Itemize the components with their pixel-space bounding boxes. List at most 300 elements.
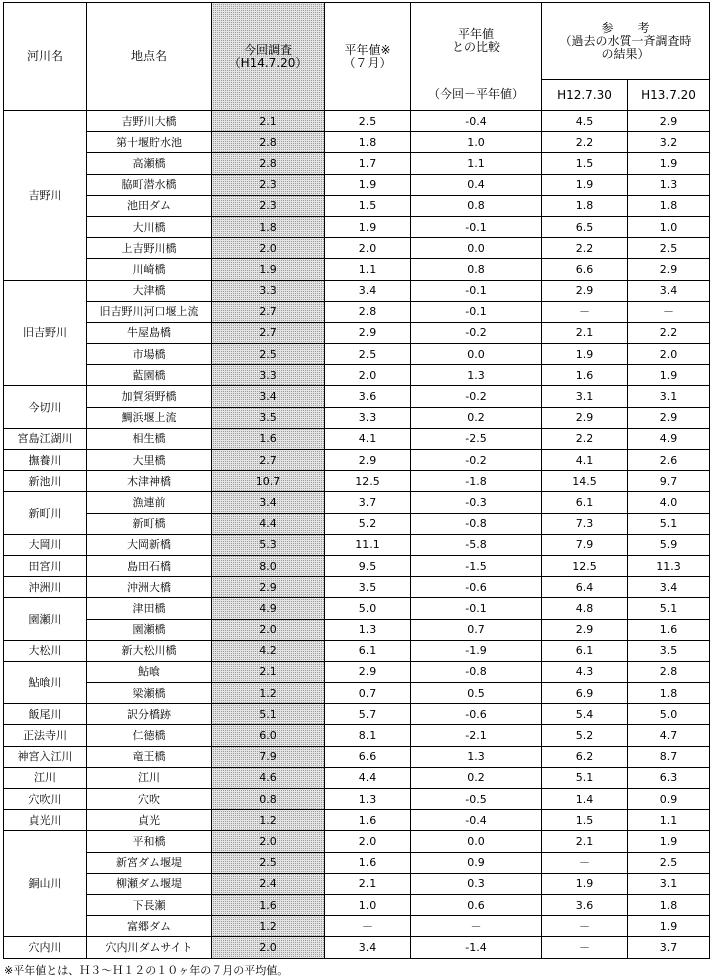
normal-cell: 11.1 bbox=[325, 534, 411, 555]
current-cell: 2.3 bbox=[212, 195, 325, 216]
river-name-cell: 園瀬川 bbox=[4, 598, 87, 640]
site-cell: 江川 bbox=[87, 767, 212, 788]
h12-cell: 6.5 bbox=[542, 216, 628, 237]
h12-cell: 12.5 bbox=[542, 555, 628, 576]
table-row bbox=[4, 619, 710, 640]
current-cell: 4.4 bbox=[212, 513, 325, 534]
site-cell: 木津神橋 bbox=[87, 471, 212, 492]
site-cell: 富郷ダム bbox=[87, 916, 212, 937]
diff-cell: -0.2 bbox=[411, 450, 542, 471]
river-name-cell: 新池川 bbox=[4, 471, 87, 492]
table-row bbox=[4, 810, 710, 831]
h13-cell: 1.9 bbox=[628, 365, 710, 386]
diff-cell: -0.1 bbox=[411, 280, 542, 301]
h13-cell: 2.2 bbox=[628, 322, 710, 343]
h13-cell: 3.4 bbox=[628, 577, 710, 598]
normal-cell: 9.5 bbox=[325, 555, 411, 576]
h13-cell: 5.9 bbox=[628, 534, 710, 555]
h13-cell: 2.9 bbox=[628, 407, 710, 428]
h13-cell: 1.6 bbox=[628, 619, 710, 640]
site-cell: 園瀬橋 bbox=[87, 619, 212, 640]
h12-cell: 2.9 bbox=[542, 280, 628, 301]
h12-cell: 2.9 bbox=[542, 407, 628, 428]
header-reference bbox=[542, 3, 710, 80]
h12-cell: － bbox=[542, 301, 628, 322]
table-row bbox=[4, 555, 710, 576]
site-cell: 鮎喰 bbox=[87, 661, 212, 682]
h12-cell: 2.9 bbox=[542, 619, 628, 640]
current-cell: 5.3 bbox=[212, 534, 325, 555]
normal-cell: 0.7 bbox=[325, 683, 411, 704]
current-cell: 2.8 bbox=[212, 132, 325, 153]
h12-cell: 1.8 bbox=[542, 195, 628, 216]
normal-cell: 4.4 bbox=[325, 767, 411, 788]
h13-cell: 11.3 bbox=[628, 555, 710, 576]
h12-cell: 5.1 bbox=[542, 767, 628, 788]
table-row bbox=[4, 640, 710, 661]
diff-cell: 0.7 bbox=[411, 619, 542, 640]
site-cell: 貞光 bbox=[87, 810, 212, 831]
normal-cell: 2.0 bbox=[325, 365, 411, 386]
h13-cell: 5.1 bbox=[628, 513, 710, 534]
header-current-line2: （H14.7.20） bbox=[228, 55, 308, 70]
current-cell: 2.7 bbox=[212, 322, 325, 343]
diff-cell: 0.9 bbox=[411, 852, 542, 873]
h12-cell: 7.3 bbox=[542, 513, 628, 534]
river-name-cell: 鮎喰川 bbox=[4, 661, 87, 703]
river-name-cell: 神宮入江川 bbox=[4, 746, 87, 767]
diff-cell: 0.4 bbox=[411, 174, 542, 195]
h13-cell: 0.9 bbox=[628, 789, 710, 810]
table-row bbox=[4, 132, 710, 153]
header-reference-line3: の結果） bbox=[601, 46, 650, 61]
normal-cell: 2.1 bbox=[325, 873, 411, 894]
table-row bbox=[4, 471, 710, 492]
h12-cell: 4.3 bbox=[542, 661, 628, 682]
h13-cell: 3.5 bbox=[628, 640, 710, 661]
h12-cell: 2.1 bbox=[542, 322, 628, 343]
h12-cell: 6.2 bbox=[542, 746, 628, 767]
h13-cell: 1.3 bbox=[628, 174, 710, 195]
normal-cell: 6.1 bbox=[325, 640, 411, 661]
normal-cell: 1.9 bbox=[325, 216, 411, 237]
table-row bbox=[4, 683, 710, 704]
site-cell: 大津橋 bbox=[87, 280, 212, 301]
current-cell: 2.5 bbox=[212, 344, 325, 365]
table-row bbox=[4, 704, 710, 725]
table-row bbox=[4, 365, 710, 386]
h13-cell: 3.4 bbox=[628, 280, 710, 301]
current-cell: 1.9 bbox=[212, 259, 325, 280]
river-name-cell: 旧吉野川 bbox=[4, 280, 87, 386]
site-cell: 新町橋 bbox=[87, 513, 212, 534]
header-site: 地点名 bbox=[87, 3, 212, 111]
normal-cell: 3.3 bbox=[325, 407, 411, 428]
table-row bbox=[4, 789, 710, 810]
header-reference-line1: 参 考 bbox=[601, 20, 650, 35]
h12-cell: － bbox=[542, 937, 628, 958]
current-cell: 10.7 bbox=[212, 471, 325, 492]
site-cell: 穴内川ダムサイト bbox=[87, 937, 212, 958]
diff-cell: -0.1 bbox=[411, 216, 542, 237]
h13-cell: 6.3 bbox=[628, 767, 710, 788]
current-cell: 2.0 bbox=[212, 238, 325, 259]
site-cell: 高瀬橋 bbox=[87, 153, 212, 174]
header-comparison bbox=[411, 3, 542, 80]
h12-cell: 6.9 bbox=[542, 683, 628, 704]
current-cell: 2.4 bbox=[212, 873, 325, 894]
h13-cell: 3.1 bbox=[628, 386, 710, 407]
table-row bbox=[4, 894, 710, 915]
h12-cell: － bbox=[542, 852, 628, 873]
h12-cell: 1.4 bbox=[542, 789, 628, 810]
normal-cell: 3.5 bbox=[325, 577, 411, 598]
table-row bbox=[4, 577, 710, 598]
diff-cell: -0.4 bbox=[411, 111, 542, 132]
h13-cell: 2.5 bbox=[628, 238, 710, 259]
header-reference-line2: （過去の水質一斉調査時 bbox=[559, 33, 692, 48]
normal-cell: 2.0 bbox=[325, 238, 411, 259]
river-name-cell: 宮島江湖川 bbox=[4, 428, 87, 449]
site-cell: 沖洲大橋 bbox=[87, 577, 212, 598]
diff-cell: -0.3 bbox=[411, 492, 542, 513]
h13-cell: 4.9 bbox=[628, 428, 710, 449]
current-cell: 4.6 bbox=[212, 767, 325, 788]
current-cell: 2.8 bbox=[212, 153, 325, 174]
current-cell: 2.0 bbox=[212, 831, 325, 852]
current-cell: 1.8 bbox=[212, 216, 325, 237]
h13-cell: 2.5 bbox=[628, 852, 710, 873]
normal-cell: 1.5 bbox=[325, 195, 411, 216]
h13-cell: － bbox=[628, 301, 710, 322]
table-row bbox=[4, 767, 710, 788]
h13-cell: 8.7 bbox=[628, 746, 710, 767]
h12-cell: 4.8 bbox=[542, 598, 628, 619]
h12-cell: 6.1 bbox=[542, 640, 628, 661]
header-normal-line1: 平年値※ bbox=[344, 42, 391, 57]
normal-cell: 5.7 bbox=[325, 704, 411, 725]
site-cell: 旧吉野川河口堰上流 bbox=[87, 301, 212, 322]
diff-cell: 0.0 bbox=[411, 831, 542, 852]
river-name-cell: 沖洲川 bbox=[4, 577, 87, 598]
h12-cell: 4.5 bbox=[542, 111, 628, 132]
table-row bbox=[4, 513, 710, 534]
current-cell: 2.1 bbox=[212, 661, 325, 682]
table-row bbox=[4, 174, 710, 195]
diff-cell: 1.3 bbox=[411, 746, 542, 767]
table-row bbox=[4, 195, 710, 216]
normal-cell: 2.8 bbox=[325, 301, 411, 322]
h13-cell: 1.8 bbox=[628, 894, 710, 915]
header-comparison-line1: 平年値 bbox=[457, 27, 494, 42]
h12-cell: 5.2 bbox=[542, 725, 628, 746]
header-current bbox=[212, 3, 325, 111]
table-row bbox=[4, 534, 710, 555]
site-cell: 漁連前 bbox=[87, 492, 212, 513]
table-row bbox=[4, 216, 710, 237]
site-cell: 訳分橋跡 bbox=[87, 704, 212, 725]
table-header bbox=[4, 3, 710, 111]
h13-cell: 2.6 bbox=[628, 450, 710, 471]
table-row bbox=[4, 492, 710, 513]
h13-cell: 1.9 bbox=[628, 916, 710, 937]
normal-cell: 3.6 bbox=[325, 386, 411, 407]
site-cell: 柳瀬ダム堰堤 bbox=[87, 873, 212, 894]
normal-cell: 3.4 bbox=[325, 937, 411, 958]
table-row bbox=[4, 407, 710, 428]
header-comparison-line2: との比較 bbox=[451, 40, 500, 55]
current-cell: 4.9 bbox=[212, 598, 325, 619]
table-row bbox=[4, 873, 710, 894]
river-name-cell: 大岡川 bbox=[4, 534, 87, 555]
site-cell: 相生橋 bbox=[87, 428, 212, 449]
normal-cell: 5.0 bbox=[325, 598, 411, 619]
normal-cell: 3.7 bbox=[325, 492, 411, 513]
site-cell: 津田橋 bbox=[87, 598, 212, 619]
site-cell: 新大松川橋 bbox=[87, 640, 212, 661]
site-cell: 吉野川大橋 bbox=[87, 111, 212, 132]
site-cell: 市場橋 bbox=[87, 344, 212, 365]
normal-cell: 1.6 bbox=[325, 810, 411, 831]
site-cell: 上吉野川橋 bbox=[87, 238, 212, 259]
site-cell: 藍園橋 bbox=[87, 365, 212, 386]
h13-cell: 1.1 bbox=[628, 810, 710, 831]
diff-cell: -0.6 bbox=[411, 577, 542, 598]
current-cell: 2.0 bbox=[212, 937, 325, 958]
current-cell: 2.7 bbox=[212, 450, 325, 471]
diff-cell: 0.6 bbox=[411, 894, 542, 915]
diff-cell: -0.5 bbox=[411, 789, 542, 810]
current-cell: 7.9 bbox=[212, 746, 325, 767]
header-normal-line2: （７月） bbox=[343, 55, 392, 70]
river-name-cell: 銅山川 bbox=[4, 831, 87, 937]
diff-cell: -0.8 bbox=[411, 513, 542, 534]
table-row bbox=[4, 259, 710, 280]
diff-cell: -1.9 bbox=[411, 640, 542, 661]
diff-cell: 0.5 bbox=[411, 683, 542, 704]
normal-cell: 2.0 bbox=[325, 831, 411, 852]
current-cell: 8.0 bbox=[212, 555, 325, 576]
h13-cell: 4.7 bbox=[628, 725, 710, 746]
h12-cell: 1.9 bbox=[542, 174, 628, 195]
normal-cell: 2.9 bbox=[325, 661, 411, 682]
normal-cell: 1.3 bbox=[325, 619, 411, 640]
normal-cell: 1.6 bbox=[325, 852, 411, 873]
normal-cell: 1.9 bbox=[325, 174, 411, 195]
site-cell: 平和橋 bbox=[87, 831, 212, 852]
diff-cell: -1.8 bbox=[411, 471, 542, 492]
table-row bbox=[4, 280, 710, 301]
current-cell: 1.6 bbox=[212, 894, 325, 915]
table-row bbox=[4, 746, 710, 767]
site-cell: 加賀須野橋 bbox=[87, 386, 212, 407]
river-name-cell: 大松川 bbox=[4, 640, 87, 661]
h12-cell: 1.6 bbox=[542, 365, 628, 386]
h13-cell: 9.7 bbox=[628, 471, 710, 492]
h13-cell: 1.9 bbox=[628, 153, 710, 174]
table-row bbox=[4, 344, 710, 365]
header-normal bbox=[325, 3, 411, 111]
diff-cell: 0.0 bbox=[411, 238, 542, 259]
h12-cell: － bbox=[542, 916, 628, 937]
site-cell: 牛屋島橋 bbox=[87, 322, 212, 343]
h13-cell: 1.8 bbox=[628, 195, 710, 216]
river-name-cell: 新町川 bbox=[4, 492, 87, 534]
table-row bbox=[4, 301, 710, 322]
diff-cell: -2.5 bbox=[411, 428, 542, 449]
site-cell: 大里橋 bbox=[87, 450, 212, 471]
normal-cell: 2.5 bbox=[325, 344, 411, 365]
normal-cell: 6.6 bbox=[325, 746, 411, 767]
diff-cell: 0.2 bbox=[411, 407, 542, 428]
current-cell: 5.1 bbox=[212, 704, 325, 725]
current-cell: 1.2 bbox=[212, 683, 325, 704]
normal-cell: 2.5 bbox=[325, 111, 411, 132]
h12-cell: 3.6 bbox=[542, 894, 628, 915]
normal-cell: 2.9 bbox=[325, 450, 411, 471]
h12-cell: 14.5 bbox=[542, 471, 628, 492]
h12-cell: 1.9 bbox=[542, 344, 628, 365]
site-cell: 第十堰貯水池 bbox=[87, 132, 212, 153]
current-cell: 3.4 bbox=[212, 492, 325, 513]
header-h12: H12.7.30 bbox=[542, 80, 628, 111]
diff-cell: 1.0 bbox=[411, 132, 542, 153]
site-cell: 竜王橋 bbox=[87, 746, 212, 767]
diff-cell: -1.4 bbox=[411, 937, 542, 958]
river-name-cell: 貞光川 bbox=[4, 810, 87, 831]
river-name-cell: 撫養川 bbox=[4, 450, 87, 471]
diff-cell: 1.3 bbox=[411, 365, 542, 386]
diff-cell: － bbox=[411, 916, 542, 937]
h12-cell: 1.9 bbox=[542, 873, 628, 894]
header-river: 河川名 bbox=[4, 3, 87, 111]
h13-cell: 5.1 bbox=[628, 598, 710, 619]
header-comparison-sub: （今回－平年値） bbox=[411, 80, 542, 111]
table-row bbox=[4, 937, 710, 958]
site-cell: 梁瀬橋 bbox=[87, 683, 212, 704]
table-row bbox=[4, 450, 710, 471]
table-body bbox=[4, 111, 710, 959]
current-cell: 1.2 bbox=[212, 810, 325, 831]
site-cell: 仁徳橋 bbox=[87, 725, 212, 746]
site-cell: 川崎橋 bbox=[87, 259, 212, 280]
current-cell: 4.2 bbox=[212, 640, 325, 661]
table-row bbox=[4, 238, 710, 259]
table-row bbox=[4, 322, 710, 343]
normal-cell: 1.8 bbox=[325, 132, 411, 153]
h12-cell: 6.6 bbox=[542, 259, 628, 280]
h13-cell: 5.0 bbox=[628, 704, 710, 725]
site-cell: 島田石橋 bbox=[87, 555, 212, 576]
normal-cell: 1.3 bbox=[325, 789, 411, 810]
diff-cell: 0.8 bbox=[411, 195, 542, 216]
h12-cell: 4.1 bbox=[542, 450, 628, 471]
h13-cell: 1.0 bbox=[628, 216, 710, 237]
current-cell: 3.3 bbox=[212, 365, 325, 386]
diff-cell: -1.5 bbox=[411, 555, 542, 576]
h13-cell: 1.8 bbox=[628, 683, 710, 704]
h13-cell: 3.1 bbox=[628, 873, 710, 894]
current-cell: 6.0 bbox=[212, 725, 325, 746]
diff-cell: 1.1 bbox=[411, 153, 542, 174]
current-cell: 2.0 bbox=[212, 619, 325, 640]
h13-cell: 2.9 bbox=[628, 111, 710, 132]
normal-cell: 3.4 bbox=[325, 280, 411, 301]
diff-cell: 0.3 bbox=[411, 873, 542, 894]
diff-cell: -5.8 bbox=[411, 534, 542, 555]
normal-cell: 12.5 bbox=[325, 471, 411, 492]
river-name-cell: 今切川 bbox=[4, 386, 87, 428]
h12-cell: 6.4 bbox=[542, 577, 628, 598]
table-row bbox=[4, 111, 710, 132]
header-h13: H13.7.20 bbox=[628, 80, 710, 111]
river-name-cell: 田宮川 bbox=[4, 555, 87, 576]
current-cell: 1.6 bbox=[212, 428, 325, 449]
site-cell: 下長瀬 bbox=[87, 894, 212, 915]
h12-cell: 2.2 bbox=[542, 238, 628, 259]
river-name-cell: 江川 bbox=[4, 767, 87, 788]
river-name-cell: 穴吹川 bbox=[4, 789, 87, 810]
site-cell: 鯛浜堰上流 bbox=[87, 407, 212, 428]
h12-cell: 1.5 bbox=[542, 810, 628, 831]
table-row bbox=[4, 386, 710, 407]
current-cell: 3.4 bbox=[212, 386, 325, 407]
river-name-cell: 正法寺川 bbox=[4, 725, 87, 746]
current-cell: 1.2 bbox=[212, 916, 325, 937]
h12-cell: 7.9 bbox=[542, 534, 628, 555]
h12-cell: 3.1 bbox=[542, 386, 628, 407]
site-cell: 池田ダム bbox=[87, 195, 212, 216]
h12-cell: 5.4 bbox=[542, 704, 628, 725]
current-cell: 2.9 bbox=[212, 577, 325, 598]
normal-cell: 4.1 bbox=[325, 428, 411, 449]
header-current-line1: 今回調査 bbox=[243, 42, 292, 57]
footnote: ※平年値とは、Ｈ３～Ｈ１２の１０ヶ年の７月の平均値。 bbox=[4, 964, 289, 977]
diff-cell: 0.8 bbox=[411, 259, 542, 280]
normal-cell: － bbox=[325, 916, 411, 937]
current-cell: 3.3 bbox=[212, 280, 325, 301]
table-row bbox=[4, 153, 710, 174]
table-row bbox=[4, 428, 710, 449]
current-cell: 2.1 bbox=[212, 111, 325, 132]
diff-cell: 0.0 bbox=[411, 344, 542, 365]
h12-cell: 1.5 bbox=[542, 153, 628, 174]
river-name-cell: 吉野川 bbox=[4, 111, 87, 281]
table-row bbox=[4, 661, 710, 682]
table-row bbox=[4, 598, 710, 619]
table-row bbox=[4, 916, 710, 937]
diff-cell: -0.2 bbox=[411, 322, 542, 343]
river-name-cell: 穴内川 bbox=[4, 937, 87, 958]
h12-cell: 2.2 bbox=[542, 132, 628, 153]
current-cell: 3.5 bbox=[212, 407, 325, 428]
normal-cell: 1.7 bbox=[325, 153, 411, 174]
current-cell: 2.3 bbox=[212, 174, 325, 195]
current-cell: 2.7 bbox=[212, 301, 325, 322]
h13-cell: 4.0 bbox=[628, 492, 710, 513]
table-row bbox=[4, 725, 710, 746]
table-row bbox=[4, 852, 710, 873]
diff-cell: -0.6 bbox=[411, 704, 542, 725]
site-cell: 脇町潜水橋 bbox=[87, 174, 212, 195]
site-cell: 大岡新橋 bbox=[87, 534, 212, 555]
diff-cell: -2.1 bbox=[411, 725, 542, 746]
h13-cell: 2.0 bbox=[628, 344, 710, 365]
h13-cell: 3.7 bbox=[628, 937, 710, 958]
diff-cell: -0.1 bbox=[411, 598, 542, 619]
normal-cell: 1.1 bbox=[325, 259, 411, 280]
current-cell: 2.5 bbox=[212, 852, 325, 873]
